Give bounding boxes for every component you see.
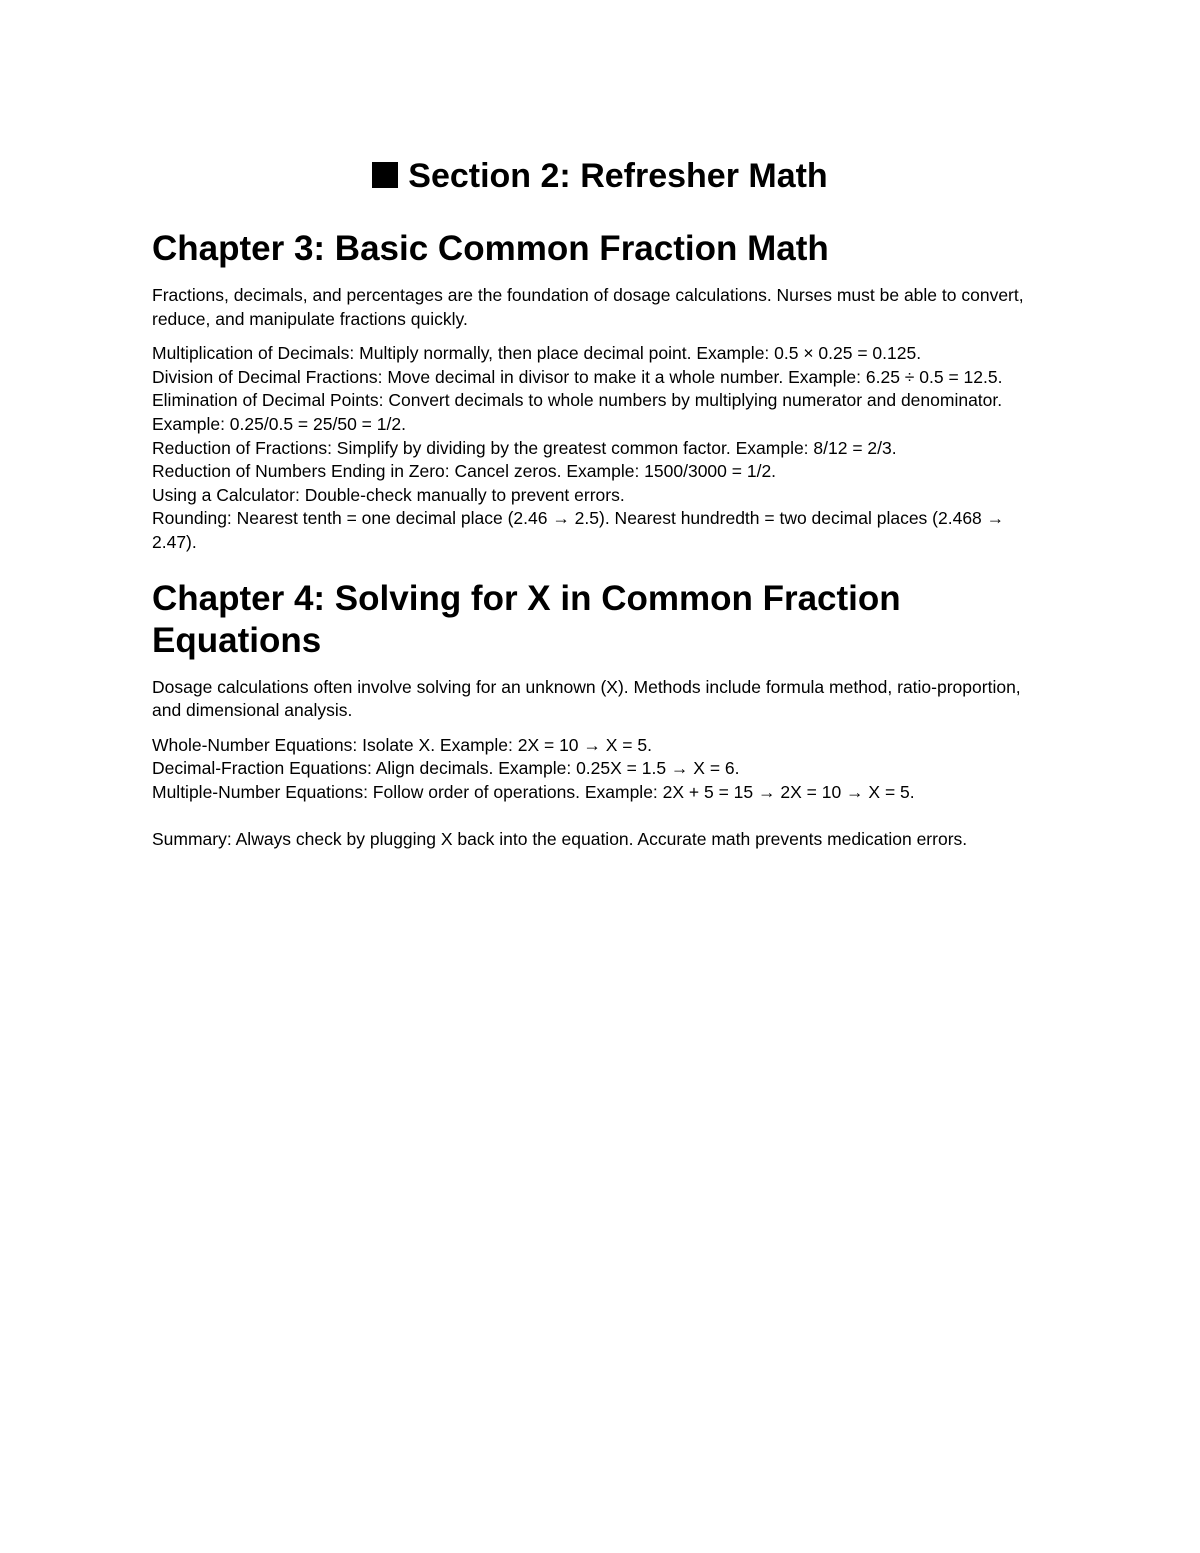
chapter-4-title: Chapter 4: Solving for X in Common Fraction Equations [152,578,901,660]
rule-item: Rounding: Nearest tenth = one decimal place (2.46 → 2.5). Nearest hundredth = two decimal places (2.468 → 2.47). [152,508,1005,552]
chapter-4-intro: Dosage calculations often involve solving for an unknown (X). Methods include formula method, ratio-proportion, and dimensional analysis. [152,676,1021,721]
summary: Summary: Always check by plugging X back into the equation. Accurate math prevents medication errors. [152,829,968,850]
rule-item: Whole-Number Equations: Isolate X. Example: 2X = 10 → X = 5. [152,734,652,755]
chapter-3-rules [152,342,1052,554]
section-title: Section 2: Refresher Math [408,157,828,195]
square-bullet-icon [372,162,398,188]
rule-item: Decimal-Fraction Equations: Align decimals. Example: 0.25X = 1.5 → X = 6. [152,758,740,779]
section-heading [152,150,1048,202]
chapter-4-rules [152,734,1052,805]
document-page [152,150,1052,852]
rule-item: Division of Decimal Fractions: Move decimal in divisor to make it a whole number. Example: 6.25 ÷ 0.5 = 12.5. [152,366,1003,387]
rule-item: Using a Calculator: Double-check manually to prevent errors. [152,484,625,505]
rule-item: Elimination of Decimal Points: Convert decimals to whole numbers by multiplying numerator and denominator. Example: 0.25/0.5 = 25/50 = 1/2. [152,390,1003,434]
rule-item: Multiplication of Decimals: Multiply normally, then place decimal point. Example: 0.5 × 0.25 = 0.125. [152,343,922,364]
rule-item: Reduction of Fractions: Simplify by dividing by the greatest common factor. Example: 8/12 = 2/3. [152,437,897,458]
rule-item: Reduction of Numbers Ending in Zero: Cancel zeros. Example: 1500/3000 = 1/2. [152,461,777,482]
rule-item: Multiple-Number Equations: Follow order of operations. Example: 2X + 5 = 15 → 2X = 10 → X = 5. [152,781,915,802]
chapter-3-title: Chapter 3: Basic Common Fraction Math [152,229,829,268]
chapter-3-intro: Fractions, decimals, and percentages are the foundation of dosage calculations. Nurses must be able to convert, reduce, and manipulate fractions quickly. [152,285,1024,329]
